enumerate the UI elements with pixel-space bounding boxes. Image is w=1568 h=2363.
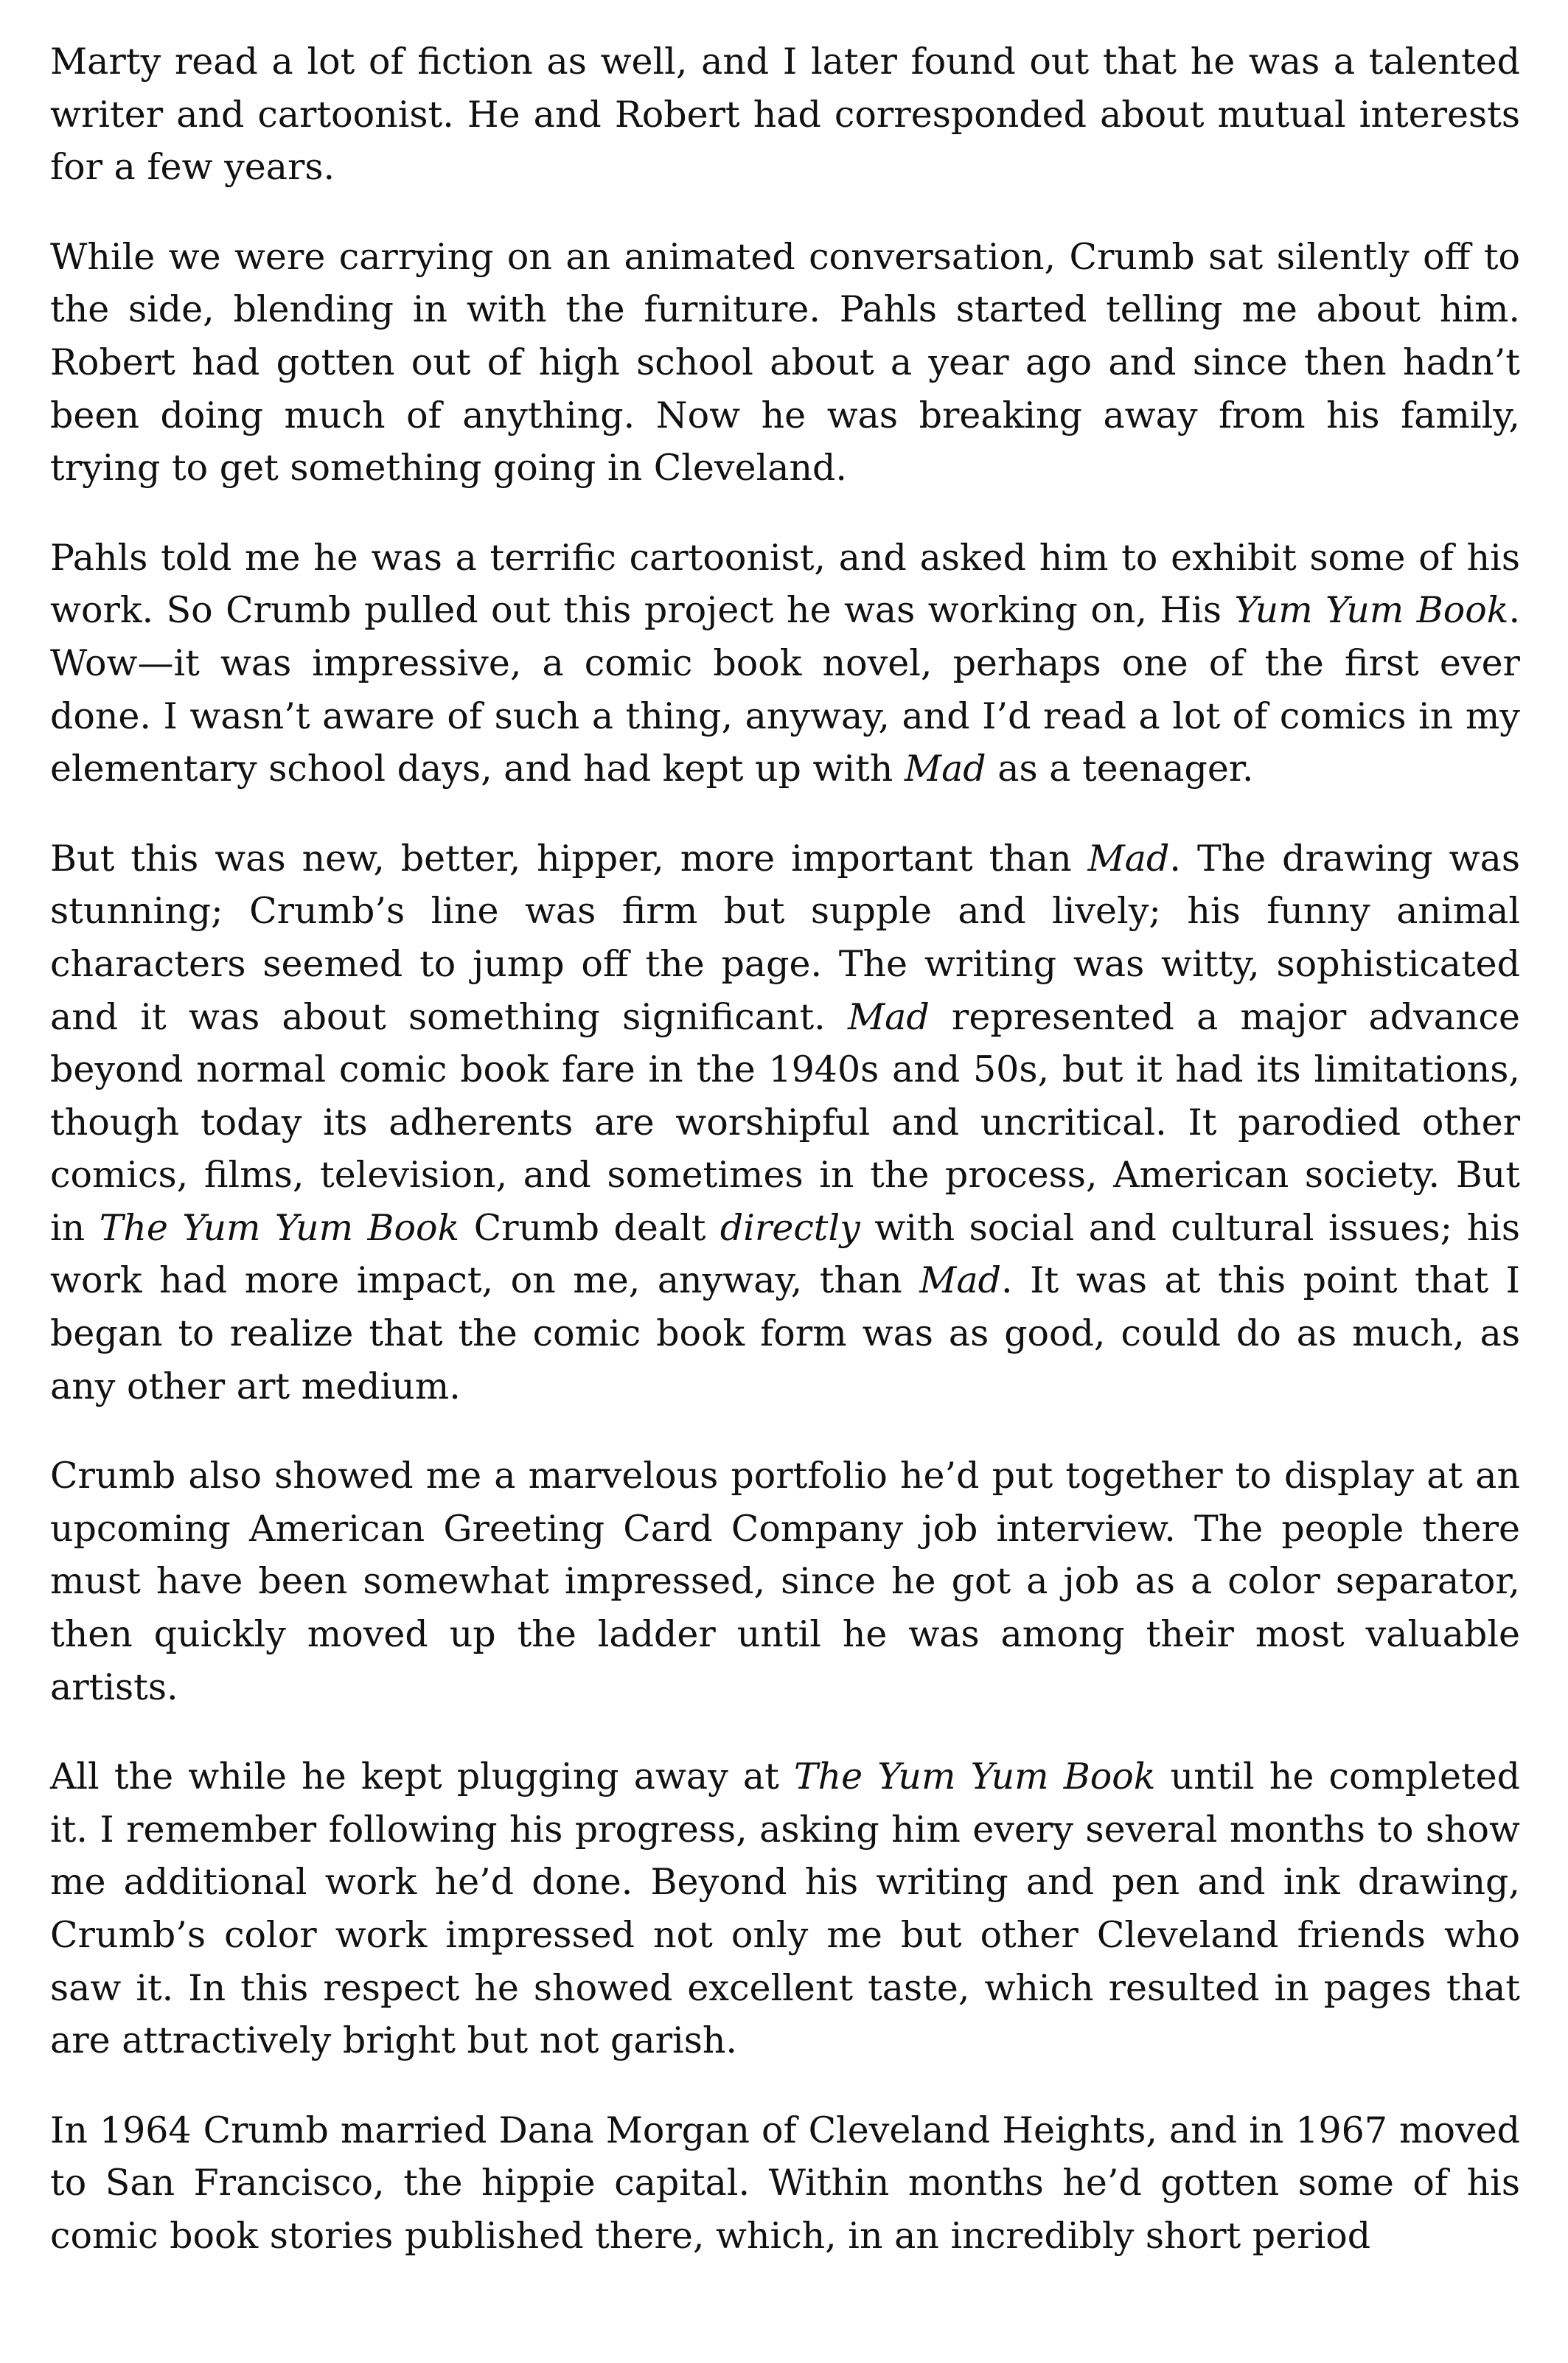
text-run: But this was new, better, hipper, more important than — [50, 837, 1088, 880]
text-run: . The drawing was stunning; Crumb’s line was firm but supple and lively; his funny animal characters seemed to jump off the page. The writing was witty, sophisticated and it was about something significant. — [50, 837, 1520, 1038]
text-run: represented a major advance beyond normal comic book fare in the 1940s and 50s, but it had its limitations, though today its adherents are worshipful and uncritical. It parodied other comics, films, television, and sometimes in the process, American society. But in — [50, 995, 1520, 1249]
text-run: as a teenager. — [986, 748, 1254, 790]
italic-title-yum-yum-book: The Yum Yum Book — [793, 1755, 1156, 1798]
text-run: Marty read a lot of fiction as well, and I later found out that he was a talented writer and cartoonist. He and Robert had corresponded about mutual interests for a few years. — [50, 41, 1520, 189]
paragraph-2 — [50, 231, 1520, 495]
text-run: with social and cultural issues; his work had more impact, on me, anyway, than — [50, 1206, 1520, 1302]
paragraph-7 — [50, 2104, 1520, 2263]
italic-title-mad: Mad — [919, 1259, 1002, 1302]
paragraph-5 — [50, 1450, 1520, 1713]
text-run: Crumb dealt — [459, 1206, 720, 1249]
paragraph-4 — [50, 832, 1520, 1413]
text-run: Crumb also showed me a marvelous portfolio he’d put together to display at an upcoming American Greeting Card Company job interview. The people there must have been somewhat impressed, since he got a job as a color separator, then quickly moved up the ladder until he was among their most valuable artists. — [50, 1455, 1520, 1708]
text-run: While we were carrying on an animated conversation, Crumb sat silently off to the side, blending in with the furniture. Pahls started telling me about him. Robert had gotten out of high school about a year ago and since then hadn’t been doing much of anything. Now he was breaking away from his family, trying to get something going in Cleveland. — [50, 235, 1520, 490]
italic-emphasis-directly: directly — [719, 1206, 860, 1249]
book-page — [50, 35, 1520, 2263]
italic-title-mad: Mad — [904, 748, 986, 790]
text-run: until he completed it. I remember following his progress, asking him every several months to show me additional work he’d done. Beyond his writing and pen and ink drawing, Crumb’s color work impressed not only me but other Cleveland friends who saw it. In this respect he showed excellent taste, which resulted in pages that are attractively bright but not garish. — [50, 1755, 1521, 2062]
text-run: In 1964 Crumb married Dana Morgan of Cleveland Heights, and in 1967 moved to San Francisco, the hippie capital. Within months he’d gotten some of his comic book stories published there, which, in an incredibly short period — [50, 2109, 1520, 2257]
italic-title-yum-yum-book: The Yum Yum Book — [99, 1206, 460, 1249]
text-run: All the while he kept plugging away at — [50, 1755, 794, 1798]
paragraph-1 — [50, 35, 1520, 194]
text-run: Pahls told me he was a terrific cartoonist, and asked him to exhibit some of his work. So Crumb pulled out this project he was working on, His — [50, 536, 1520, 632]
text-run: . Wow—it was impressive, a comic book novel, perhaps one of the first ever done. I wasn’t aware of such a thing, anyway, and I’d read a lot of comics in my elementary school days, and had kept up with — [50, 589, 1521, 790]
italic-title-mad: Mad — [847, 995, 930, 1038]
text-run: . It was at this point that I began to realize that the comic book form was as good, could do as much, as any other art medium. — [50, 1259, 1520, 1407]
paragraph-6 — [50, 1750, 1520, 2067]
paragraph-3 — [50, 532, 1520, 796]
italic-title-mad: Mad — [1087, 837, 1170, 880]
italic-title-yum-yum-book: Yum Yum Book — [1234, 589, 1509, 632]
